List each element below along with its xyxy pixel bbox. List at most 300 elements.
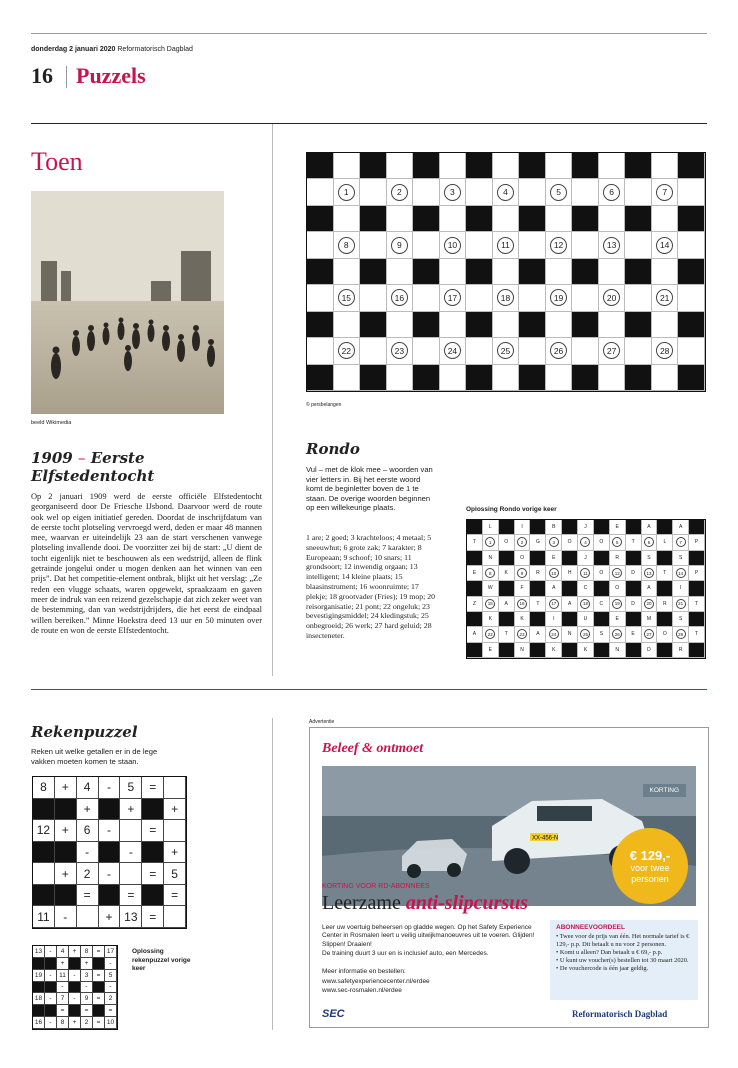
rondo-black-cell[interactable]: [625, 206, 652, 232]
solution-letter-cell: K: [578, 643, 594, 658]
rondo-black-cell[interactable]: [466, 312, 493, 338]
rondo-number: 6: [603, 184, 620, 201]
rekenpuzzel-cell: -: [55, 906, 77, 928]
rondo-number-cell[interactable]: [546, 179, 573, 205]
rondo-number-cell[interactable]: [334, 179, 361, 205]
rondo-number-cell[interactable]: [493, 338, 520, 364]
solution-letter-cell: T: [689, 597, 705, 612]
rondo-black-cell[interactable]: [678, 153, 705, 179]
rondo-cell[interactable]: [625, 232, 652, 258]
rondo-cell[interactable]: [387, 365, 414, 391]
ad-benefit-item: • De vouchercode is één jaar geldig.: [556, 965, 649, 972]
rondo-black-cell[interactable]: [307, 259, 334, 285]
solution-black-cell: [626, 520, 642, 535]
rondo-cell[interactable]: [360, 338, 387, 364]
rekenpuzzel-solution-cell: 8: [81, 946, 93, 958]
rondo-number-cell[interactable]: [546, 338, 573, 364]
rekenpuzzel-cell: 12: [33, 820, 55, 842]
rekenpuzzel-solution-cell: 4: [57, 946, 69, 958]
section-title: Puzzels: [76, 63, 146, 88]
rondo-cell[interactable]: [493, 259, 520, 285]
rondo-number: 11: [497, 237, 514, 254]
rondo-cell[interactable]: [572, 232, 599, 258]
rondo-cell[interactable]: [599, 365, 626, 391]
rondo-cell[interactable]: [652, 365, 679, 391]
rekenpuzzel-solution-cell: 2: [105, 993, 117, 1005]
rondo-cell[interactable]: [599, 312, 626, 338]
rondo-cell[interactable]: [572, 285, 599, 311]
rondo-cell[interactable]: [413, 338, 440, 364]
solution-letter-cell: P: [689, 566, 705, 581]
solution-letter-cell: Z: [467, 597, 483, 612]
rondo-cell[interactable]: [334, 206, 361, 232]
rondo-solution-grid: [466, 519, 706, 659]
solution-letter-cell: K: [499, 566, 515, 581]
rondo-number-cell[interactable]: [440, 179, 467, 205]
solution-black-cell: [689, 581, 705, 596]
rondo-black-cell[interactable]: [360, 365, 387, 391]
rondo-intro: Vul – met de klok mee – woorden van vier letters in. Bij het eerste woord komt de beginletter boven de 1 te staan. De overige woorden beginnen op een willekeurige plaats.: [306, 465, 433, 513]
rondo-black-cell[interactable]: [678, 259, 705, 285]
rondo-number: 23: [391, 342, 408, 359]
solution-letter-cell: E: [626, 627, 642, 642]
rekenpuzzel-cell: -: [120, 842, 142, 864]
rondo-cell[interactable]: [625, 179, 652, 205]
solution-letter-cell: K: [546, 643, 562, 658]
rondo-black-cell[interactable]: [307, 206, 334, 232]
rondo-black-cell[interactable]: [413, 312, 440, 338]
solution-number-cell: 12: [610, 566, 626, 581]
solution-black-cell: [594, 643, 610, 658]
rekenpuzzel-cell: =: [142, 906, 164, 928]
rondo-black-cell[interactable]: [466, 365, 493, 391]
rondo-cell[interactable]: [546, 206, 573, 232]
photo-credit: beeld Wikimedia: [31, 420, 72, 426]
rondo-cell[interactable]: [334, 153, 361, 179]
solution-letter-cell: A: [673, 520, 689, 535]
solution-black-cell: [689, 520, 705, 535]
rondo-number: 5: [550, 184, 567, 201]
rekenpuzzel-solution-cell: =: [93, 1017, 105, 1029]
solution-letter-cell: T: [626, 535, 642, 550]
solution-letter-cell: I: [515, 520, 531, 535]
rondo-black-cell[interactable]: [360, 312, 387, 338]
rekenpuzzel-cell: =: [142, 820, 164, 842]
rondo-number-cell[interactable]: [493, 179, 520, 205]
rondo-number-cell[interactable]: [334, 285, 361, 311]
rekenpuzzel-solution-cell: 11: [57, 970, 69, 982]
rondo-cell[interactable]: [440, 153, 467, 179]
rekenpuzzel-cell: +: [77, 799, 99, 821]
rekenpuzzel-cell: +: [99, 906, 121, 928]
rondo-cell[interactable]: [493, 312, 520, 338]
solution-letter-cell: E: [483, 643, 499, 658]
rondo-number-cell[interactable]: [652, 338, 679, 364]
rondo-black-cell[interactable]: [572, 259, 599, 285]
rekenpuzzel-solution-cell: -: [45, 946, 57, 958]
rondo-cell[interactable]: [678, 285, 705, 311]
rondo-black-cell[interactable]: [678, 365, 705, 391]
rondo-number: 22: [338, 342, 355, 359]
solution-black-cell: [467, 643, 483, 658]
rondo-cell[interactable]: [307, 179, 334, 205]
rondo-black-cell[interactable]: [307, 312, 334, 338]
solution-number-cell: 14: [673, 566, 689, 581]
rekenpuzzel-solution-black-cell: [45, 958, 57, 970]
rondo-number: 17: [444, 289, 461, 306]
rondo-cell[interactable]: [493, 206, 520, 232]
solution-black-cell: [562, 551, 578, 566]
rondo-cell[interactable]: [652, 312, 679, 338]
solution-letter-cell: O: [594, 535, 610, 550]
rondo-number-cell[interactable]: [599, 232, 626, 258]
solution-letter-cell: F: [515, 581, 531, 596]
rondo-number: 4: [497, 184, 514, 201]
ad-benefit-item: • U kunt uw voucher(s) bestellen tot 30 maart 2020.: [556, 957, 689, 964]
rekenpuzzel-solution-cell: 17: [105, 946, 117, 958]
rondo-black-cell[interactable]: [519, 259, 546, 285]
rondo-number-cell[interactable]: [599, 338, 626, 364]
solution-letter-cell: R: [530, 566, 546, 581]
solution-number-cell: 22: [483, 627, 499, 642]
rondo-black-cell[interactable]: [307, 153, 334, 179]
page-number: 16: [31, 63, 53, 88]
rondo-cell[interactable]: [572, 338, 599, 364]
rondo-cell[interactable]: [493, 365, 520, 391]
rondo-number-cell[interactable]: [440, 232, 467, 258]
solution-black-cell: [499, 643, 515, 658]
rekenpuzzel-cell: -: [77, 842, 99, 864]
rekenpuzzel-solution-cell: +: [57, 958, 69, 970]
rondo-cell[interactable]: [440, 312, 467, 338]
rondo-title: Rondo: [306, 440, 360, 458]
rondo-number: 18: [497, 289, 514, 306]
rekenpuzzel-cell[interactable]: [164, 820, 186, 842]
solution-number-cell: 2: [515, 535, 531, 550]
rondo-black-cell[interactable]: [413, 206, 440, 232]
rondo-cell[interactable]: [413, 179, 440, 205]
rondo-number-cell[interactable]: [652, 232, 679, 258]
rondo-cell[interactable]: [466, 232, 493, 258]
rondo-black-cell[interactable]: [519, 312, 546, 338]
rekenpuzzel-cell[interactable]: [164, 906, 186, 928]
rondo-black-cell[interactable]: [360, 206, 387, 232]
rekenpuzzel-black-cell: [33, 885, 55, 907]
rondo-black-cell[interactable]: [625, 365, 652, 391]
rondo-cell[interactable]: [413, 232, 440, 258]
rondo-black-cell[interactable]: [466, 206, 493, 232]
rondo-black-cell[interactable]: [572, 206, 599, 232]
rondo-black-cell[interactable]: [625, 312, 652, 338]
solution-letter-cell: O: [610, 581, 626, 596]
rondo-cell[interactable]: [466, 179, 493, 205]
solution-number-cell: 24: [546, 627, 562, 642]
rekenpuzzel-solution-black-cell: [45, 1005, 57, 1017]
rekenpuzzel-solution-black-cell: [69, 958, 81, 970]
ad-url1[interactable]: www.safetyexperiencecenter.nl/erdee: [322, 978, 430, 985]
solution-number-cell: 21: [673, 597, 689, 612]
rekenpuzzel-black-cell: [55, 885, 77, 907]
rondo-black-cell[interactable]: [519, 153, 546, 179]
rondo-cell[interactable]: [572, 179, 599, 205]
solution-black-cell: [467, 551, 483, 566]
rondo-number-cell[interactable]: [652, 285, 679, 311]
rekenpuzzel-solution-black-cell: [93, 958, 105, 970]
solution-letter-cell: C: [594, 597, 610, 612]
solution-letter-cell: H: [562, 566, 578, 581]
rondo-black-cell[interactable]: [413, 365, 440, 391]
rondo-number: 21: [656, 289, 673, 306]
rd-logo: Reformatorisch Dagblad: [572, 1009, 668, 1019]
solution-black-cell: [562, 581, 578, 596]
rondo-number-cell[interactable]: [387, 338, 414, 364]
rekenpuzzel-cell: +: [55, 777, 77, 799]
solution-letter-cell: A: [546, 581, 562, 596]
rekenpuzzel-solution-title: Oplossing rekenpuzzel vorige keer: [132, 948, 191, 972]
rondo-number-cell[interactable]: [387, 179, 414, 205]
solution-number-cell: 23: [515, 627, 531, 642]
solution-letter-cell: U: [578, 612, 594, 627]
solution-black-cell: [530, 581, 546, 596]
rekenpuzzel-solution-cell: -: [69, 970, 81, 982]
rondo-number-cell[interactable]: [546, 232, 573, 258]
rondo-cell[interactable]: [440, 206, 467, 232]
solution-number-cell: 16: [515, 597, 531, 612]
rondo-cell[interactable]: [440, 365, 467, 391]
solution-letter-cell: E: [610, 520, 626, 535]
rondo-number-cell[interactable]: [493, 285, 520, 311]
rondo-cell[interactable]: [625, 338, 652, 364]
solution-black-cell: [467, 612, 483, 627]
rondo-black-cell[interactable]: [678, 312, 705, 338]
rondo-solution-title: Oplossing Rondo vorige keer: [466, 506, 557, 513]
ad-url2[interactable]: www.sec-rosmalen.nl/erdee: [322, 987, 402, 994]
rondo-black-cell[interactable]: [519, 206, 546, 232]
solution-letter-cell: T: [689, 627, 705, 642]
rondo-cell[interactable]: [387, 259, 414, 285]
rondo-cell[interactable]: [599, 153, 626, 179]
rondo-cell[interactable]: [466, 338, 493, 364]
solution-letter-cell: D: [626, 597, 642, 612]
rondo-black-cell[interactable]: [678, 206, 705, 232]
rondo-cell[interactable]: [678, 232, 705, 258]
ad-benefit-box: [550, 920, 698, 1000]
rondo-number-cell[interactable]: [652, 179, 679, 205]
ad-label: Advertentie: [309, 719, 335, 725]
rondo-number-cell[interactable]: [387, 285, 414, 311]
solution-letter-cell: G: [530, 535, 546, 550]
solution-letter-cell: S: [673, 612, 689, 627]
solution-letter-cell: O: [515, 551, 531, 566]
rekenpuzzel-solution-cell: +: [69, 1017, 81, 1029]
rondo-cell[interactable]: [652, 259, 679, 285]
solution-number-cell: 20: [642, 597, 658, 612]
rondo-cell[interactable]: [678, 179, 705, 205]
solution-black-cell: [499, 520, 515, 535]
rekenpuzzel-title: Rekenpuzzel: [31, 723, 138, 741]
rondo-cell[interactable]: [387, 312, 414, 338]
rondo-cell[interactable]: [599, 259, 626, 285]
rondo-cell[interactable]: [334, 259, 361, 285]
rondo-cell[interactable]: [440, 259, 467, 285]
solution-black-cell: [562, 520, 578, 535]
rekenpuzzel-solution-cell: 16: [33, 1017, 45, 1029]
solution-letter-cell: T: [657, 566, 673, 581]
rekenpuzzel-cell: +: [55, 820, 77, 842]
rekenpuzzel-grid[interactable]: [32, 776, 187, 929]
solution-black-cell: [657, 551, 673, 566]
rondo-cell[interactable]: [360, 232, 387, 258]
rondo-cell[interactable]: [334, 365, 361, 391]
rekenpuzzel-solution-cell: -: [45, 1017, 57, 1029]
rondo-cell[interactable]: [360, 285, 387, 311]
rondo-black-cell[interactable]: [572, 365, 599, 391]
rondo-cell[interactable]: [307, 232, 334, 258]
solution-letter-cell: W: [483, 581, 499, 596]
rondo-cell[interactable]: [546, 259, 573, 285]
rondo-cell[interactable]: [652, 206, 679, 232]
rondo-cell[interactable]: [519, 232, 546, 258]
rondo-number-cell[interactable]: [440, 285, 467, 311]
rekenpuzzel-solution-black-cell: [45, 982, 57, 994]
rondo-number-cell[interactable]: [440, 338, 467, 364]
rondo-number-cell[interactable]: [599, 285, 626, 311]
solution-number-cell: 10: [546, 566, 562, 581]
solution-letter-cell: I: [673, 581, 689, 596]
rondo-number: 26: [550, 342, 567, 359]
rondo-black-cell[interactable]: [625, 259, 652, 285]
rondo-cell[interactable]: [546, 312, 573, 338]
rondo-cell[interactable]: [387, 153, 414, 179]
sec-logo: SEC: [322, 1008, 345, 1020]
rondo-cell[interactable]: [466, 285, 493, 311]
rondo-black-cell[interactable]: [625, 153, 652, 179]
solution-black-cell: [530, 520, 546, 535]
rekenpuzzel-cell[interactable]: [120, 863, 142, 885]
rekenpuzzel-black-cell: [55, 799, 77, 821]
rekenpuzzel-cell: +: [55, 863, 77, 885]
rondo-black-cell[interactable]: [466, 259, 493, 285]
solution-letter-cell: P: [689, 535, 705, 550]
ad-benefit-item: • Twee voor de prijs van één. Het normale tarief is € 129,- p.p. Dit betaalt u nu voor 2 personen.: [556, 933, 690, 948]
rondo-cell[interactable]: [546, 153, 573, 179]
rondo-black-cell[interactable]: [360, 259, 387, 285]
rondo-cell[interactable]: [519, 285, 546, 311]
rekenpuzzel-solution-black-cell: [69, 1005, 81, 1017]
rondo-cell[interactable]: [546, 365, 573, 391]
rondo-black-cell[interactable]: [572, 312, 599, 338]
rondo-cell[interactable]: [387, 206, 414, 232]
solution-letter-cell: T: [530, 597, 546, 612]
solution-letter-cell: A: [530, 627, 546, 642]
rondo-number: 19: [550, 289, 567, 306]
rondo-black-cell[interactable]: [413, 153, 440, 179]
rekenpuzzel-black-cell: [142, 842, 164, 864]
rondo-cell[interactable]: [625, 285, 652, 311]
rondo-number: 10: [444, 237, 461, 254]
solution-letter-cell: A: [642, 581, 658, 596]
solution-letter-cell: O: [562, 535, 578, 550]
advertisement[interactable]: [309, 727, 709, 1028]
rondo-black-cell[interactable]: [307, 365, 334, 391]
rekenpuzzel-solution-cell: -: [69, 993, 81, 1005]
rondo-cell[interactable]: [519, 179, 546, 205]
solution-number-cell: 19: [610, 597, 626, 612]
solution-letter-cell: T: [499, 627, 515, 642]
rekenpuzzel-cell: =: [77, 885, 99, 907]
rekenpuzzel-solution-cell: 8: [57, 1017, 69, 1029]
solution-black-cell: [499, 612, 515, 627]
rondo-number-cell[interactable]: [334, 232, 361, 258]
rekenpuzzel-cell[interactable]: [77, 906, 99, 928]
rekenpuzzel-solution-cell: 7: [57, 993, 69, 1005]
rekenpuzzel-solution-black-cell: [93, 982, 105, 994]
rondo-number-cell[interactable]: [546, 285, 573, 311]
rondo-cell[interactable]: [652, 153, 679, 179]
rekenpuzzel-cell: -: [99, 863, 121, 885]
rondo-cell[interactable]: [678, 338, 705, 364]
rondo-cell[interactable]: [413, 285, 440, 311]
solution-black-cell: [626, 643, 642, 658]
rekenpuzzel-cell[interactable]: [164, 777, 186, 799]
rondo-black-cell[interactable]: [413, 259, 440, 285]
solution-number-cell: 28: [673, 627, 689, 642]
rondo-number-cell[interactable]: [387, 232, 414, 258]
rekenpuzzel-cell: -: [99, 820, 121, 842]
rondo-black-cell[interactable]: [466, 153, 493, 179]
solution-number-cell: 4: [578, 535, 594, 550]
rekenpuzzel-solution-cell: -: [45, 970, 57, 982]
rondo-cell[interactable]: [519, 338, 546, 364]
solution-number-cell: 25: [578, 627, 594, 642]
rondo-cell[interactable]: [599, 206, 626, 232]
rondo-number-cell[interactable]: [493, 232, 520, 258]
rondo-grid[interactable]: [306, 152, 706, 392]
solution-letter-cell: L: [657, 535, 673, 550]
rondo-cell[interactable]: [360, 179, 387, 205]
rondo-number: 27: [603, 342, 620, 359]
ad-plate: XX-456-N: [532, 835, 559, 842]
solution-black-cell: [626, 581, 642, 596]
rondo-black-cell[interactable]: [360, 153, 387, 179]
rondo-number-cell[interactable]: [599, 179, 626, 205]
solution-letter-cell: K: [483, 612, 499, 627]
solution-black-cell: [657, 612, 673, 627]
rekenpuzzel-cell[interactable]: [33, 863, 55, 885]
rondo-cell[interactable]: [334, 312, 361, 338]
rekenpuzzel-cell[interactable]: [120, 820, 142, 842]
rondo-cell[interactable]: [307, 285, 334, 311]
solution-letter-cell: O: [594, 566, 610, 581]
rondo-cell[interactable]: [307, 338, 334, 364]
rondo-clues: 1 are; 2 goed; 3 krachteloos; 4 metaal; 5 sneeuwhut; 6 grote zak; 7 karakter; 8 Europeaan; 9 schoof; 10 snars; 11 grondsoort; 12 inwendig orgaan; 13 intelligent; 14 kleine plaats; 15 blaasinstrument; 16 woonruimte; 17 plekje; 18 grootvader (Fries); 19 mop; 20 reisorganisatie; 21 pont; 22 ongeluk; 23 bevestigingsmiddel; 24 kledingstuk; 25 onbegroeid; 26 werk; 27 hard geluid; 28 insecteneter.: [306, 533, 436, 640]
solution-black-cell: [657, 520, 673, 535]
rondo-cell[interactable]: [493, 153, 520, 179]
rekenpuzzel-solution-cell: 10: [105, 1017, 117, 1029]
rekenpuzzel-black-cell: [33, 842, 55, 864]
ad-box-title: ABONNEEVOORDEEL: [556, 924, 625, 931]
solution-letter-cell: R: [657, 597, 673, 612]
rondo-black-cell[interactable]: [572, 153, 599, 179]
rekenpuzzel-solution-black-cell: [33, 982, 45, 994]
rekenpuzzel-cell: 5: [120, 777, 142, 799]
rekenpuzzel-cell: =: [120, 885, 142, 907]
rekenpuzzel-black-cell: [99, 885, 121, 907]
ad-benefit-item: • Komt u alleen? Dan betaalt u € 69,- p.p.: [556, 949, 663, 956]
rondo-black-cell[interactable]: [519, 365, 546, 391]
rondo-number-cell[interactable]: [334, 338, 361, 364]
solution-number-cell: 7: [673, 535, 689, 550]
